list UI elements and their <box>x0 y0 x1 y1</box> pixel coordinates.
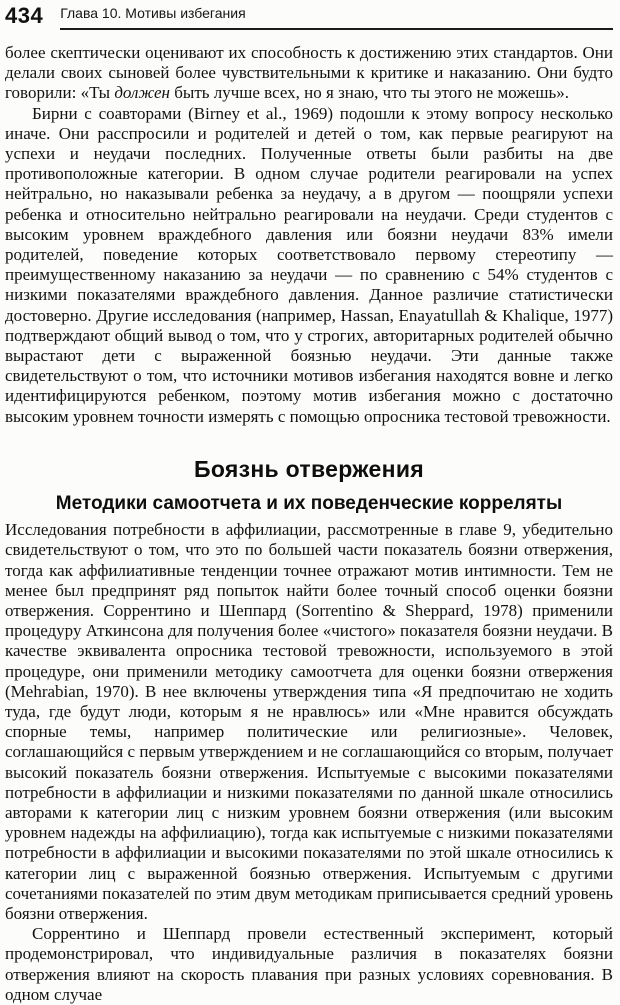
paragraph: Бирни с соавторами (Birney et al., 1969) подошли к этому вопросу несколько иначе. Они расспросили и родителей и детей о том, как первые реагируют на успехи и неудачи последних. Полученные ответы были разбиты на две противоположные категории. В одном случае родители реагировали на успех нейтрально, но наказывали ребенка за неудачу, а в другом — поощряли успехи ребенка и относительно нейтрально реагировали на неудачи. Среди студентов с высоким уровнем враждебного давления или боязни неудачи 83% имели родителей, поведение которых соответствовало первому стереотипу — преимущественному наказанию за неудачи — по сравнению с 54% студентов с низкими показателями враждебного давления. Данное различие статистически достоверно. Другие исследования (например, Hassan, Enayatullah & Khalique, 1977) подтверждают общий вывод о том, что у строгих, авторитарных родителей обычно вырастают дети с выраженной боязнью неудачи. Эти данные также свидетельствуют о том, что источники мотивов избегания находятся вовне и легко идентифицируются ребенком, поэтому мотив избегания можно с достаточно высоким уровнем точности измерять с помощью опросника тестовой тревожности. <box>5 103 613 426</box>
section-heading: Боязнь отвержения <box>193 455 424 482</box>
page-header <box>5 0 613 30</box>
paragraph: Соррентино и Шеппард провели естественный эксперимент, который продемонстрировал, что индивидуальные различия в показателях боязни отвержения влияют на скорость плавания при разных условиях соревнования. В одном случае <box>5 924 613 1004</box>
paragraph-text: более скептически оценивают их способность к достижению этих стандартов. Они делали своих сыновей более чувствительными к критике и наказанию. Они будто говорили: «Ты <box>5 43 613 103</box>
subsection-heading: Методики самоотчета и их поведенческие корреляты <box>55 493 563 515</box>
paragraph-text: быть лучше всех, но я знаю, что ты этого не можешь». <box>170 83 569 103</box>
page-content <box>5 30 613 1005</box>
paragraph-continuation <box>5 43 613 104</box>
header-rule <box>60 5 613 30</box>
page-number: 434 <box>5 3 44 28</box>
chapter-title: Глава 10. Мотивы избегания <box>60 5 246 21</box>
paragraph: Исследования потребности в аффилиации, рассмотренные в главе 9, убедительно свидетельствуют о том, что это по большей части показатель боязни отвержения, тогда как аффилиативные тенденции точнее отражают мотив интимности. Тем не менее был предпринят ряд попыток найти более точный способ оценки боязни отвержения. Соррентино и Шеппард (Sorrentino & Sheppard, 1978) применили процедуру Аткинсона для получения более «чистого» показателя боязни неудачи. В качестве эквивалента опросника тестовой тревожности, используемого в этой процедуре, они применили методику самоотчета для оценки боязни отвержения (Mehrabian, 1970). В нее включены утверждения типа «Я предпочитаю не ходить туда, где будут люди, которым я не нравлюсь» или «Мне нравится обсуждать спорные темы, например политические или религиозные». Человек, соглашающийся с первым утверждением и не соглашающийся со вторым, получает высокий показатель боязни отвержения. Испытуемые с высокими показателями потребности в аффилиации и низкими показателями по данной шкале относились авторами к категории лиц с низким уровнем боязни отвержения (или высоким уровнем надежды на аффилиацию), тогда как испытуемые с низкими показателями потребности в аффилиации и высокими показателями по этой шкале относились к категории лиц с выраженной боязнью отвержения. Испытуемым с другими сочетаниями показателей по этим двум методикам приписывается средний уровень боязни отвержения. <box>5 520 613 923</box>
italic-word: должен <box>114 83 170 103</box>
